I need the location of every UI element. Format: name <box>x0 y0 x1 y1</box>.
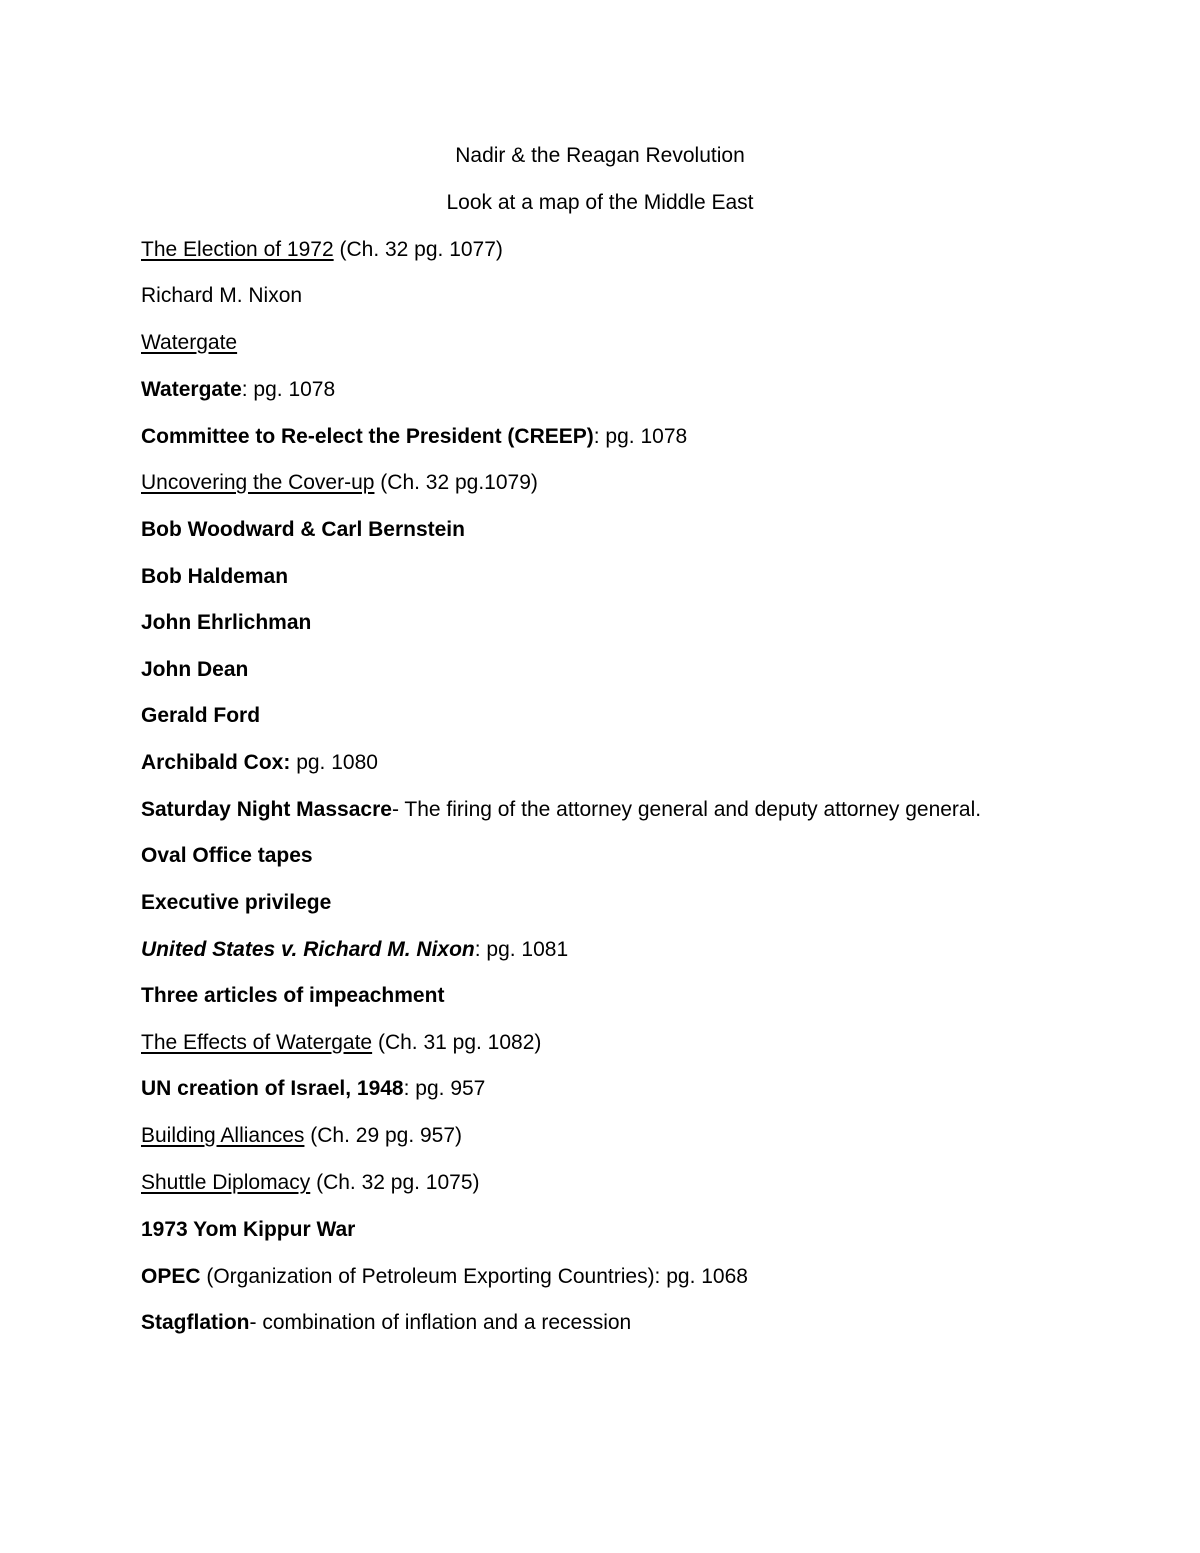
page-reference: : pg. 1078 <box>241 378 336 401</box>
list-item <box>141 283 302 309</box>
page-reference: (Ch. 29 pg. 957) <box>304 1124 463 1147</box>
term: Three articles of impeachment <box>141 984 445 1007</box>
list-item <box>141 703 260 729</box>
definition: - The firing of the attorney general and deputy attorney general. <box>391 798 982 821</box>
list-item <box>141 890 331 916</box>
list-item <box>141 797 981 823</box>
list-item <box>141 1123 462 1149</box>
term: Saturday Night Massacre <box>141 798 392 821</box>
list-item <box>141 1076 485 1102</box>
definition: (Organization of Petroleum Exporting Countries): pg. 1068 <box>200 1265 748 1288</box>
list-item <box>141 1310 631 1336</box>
term: Archibald Cox: <box>141 751 291 774</box>
term: Bob Haldeman <box>141 565 289 588</box>
list-item <box>141 610 311 636</box>
term: 1973 Yom Kippur War <box>141 1218 356 1241</box>
list-item <box>141 1217 355 1243</box>
term: Bob Woodward & Carl Bernstein <box>141 518 465 541</box>
list-item <box>141 377 335 403</box>
term: UN creation of Israel, 1948 <box>141 1077 404 1100</box>
list-item <box>141 750 378 776</box>
section-heading: The Effects of Watergate <box>141 1031 373 1054</box>
list-item <box>141 843 313 869</box>
page-reference: pg. 1080 <box>290 751 378 774</box>
term: Watergate <box>141 378 242 401</box>
list-item <box>141 657 248 683</box>
section-heading: Uncovering the Cover-up <box>141 471 375 494</box>
list-item <box>141 564 288 590</box>
term: Richard M. Nixon <box>141 284 303 307</box>
section-heading: Watergate <box>141 331 238 354</box>
definition: - combination of inflation and a recession <box>249 1311 632 1334</box>
document-subtitle: Look at a map of the Middle East <box>446 191 754 214</box>
list-item <box>141 517 465 543</box>
page-reference: : pg. 957 <box>403 1077 486 1100</box>
page-reference: (Ch. 32 pg. 1075) <box>310 1171 480 1194</box>
list-item <box>141 330 237 356</box>
list-item <box>141 937 568 963</box>
section-heading: Shuttle Diplomacy <box>141 1171 311 1194</box>
document-title: Nadir & the Reagan Revolution <box>455 144 745 167</box>
list-item <box>141 983 444 1009</box>
list-item <box>141 1170 480 1196</box>
section-heading: Building Alliances <box>141 1124 305 1147</box>
page-reference: (Ch. 32 pg.1079) <box>374 471 538 494</box>
term: Stagflation <box>141 1311 250 1334</box>
term: OPEC <box>141 1265 201 1288</box>
term: Committee to Re-elect the President (CREEP) <box>141 425 594 448</box>
section-heading: The Election of 1972 <box>141 238 334 261</box>
term: Oval Office tapes <box>141 844 313 867</box>
list-item <box>141 1030 541 1056</box>
term: John Dean <box>141 658 249 681</box>
term: Gerald Ford <box>141 704 261 727</box>
page-reference: : pg. 1078 <box>593 425 688 448</box>
list-item <box>141 1264 748 1290</box>
list-item <box>141 237 503 263</box>
page-reference: : pg. 1081 <box>474 938 569 961</box>
list-item <box>141 424 687 450</box>
term: John Ehrlichman <box>141 611 312 634</box>
term: United States v. Richard M. Nixon <box>141 938 475 961</box>
page-reference: (Ch. 31 pg. 1082) <box>372 1031 542 1054</box>
list-item <box>141 470 538 496</box>
page-reference: (Ch. 32 pg. 1077) <box>333 238 503 261</box>
term: Executive privilege <box>141 891 332 914</box>
